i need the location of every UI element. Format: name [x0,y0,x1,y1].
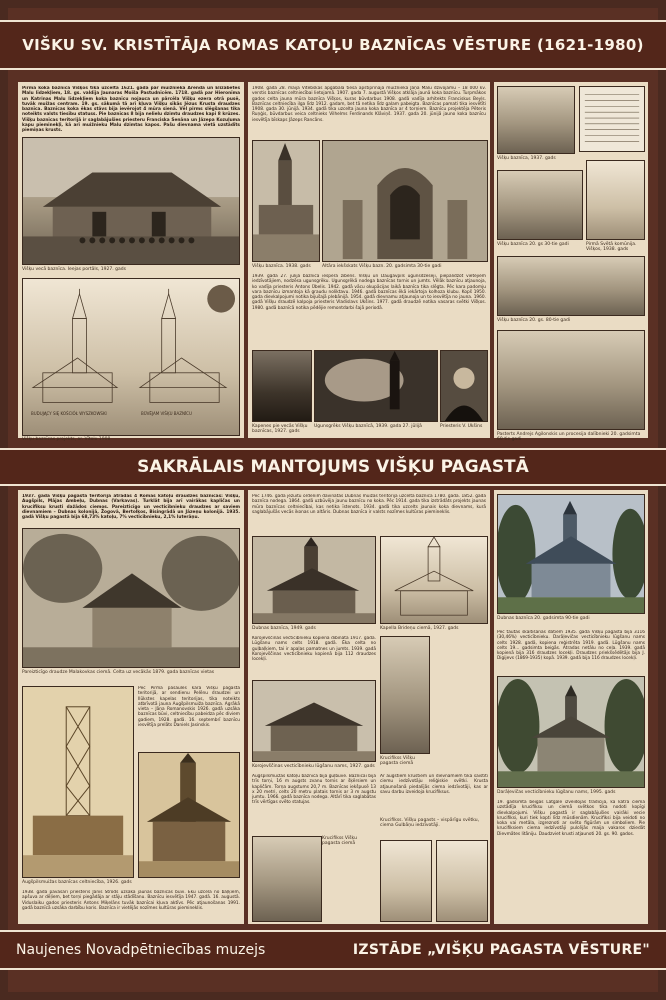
crucifix-photo-3 [380,840,432,922]
procession-photo-2 [497,330,645,430]
caption-augspils-construction: Augšpilsmuižas baznīcas celtniecība, 1926. gads [22,880,132,885]
caption-korojevscina: Korojevščinas vecticībnieku lūgšanu nams, 1927. gads [252,764,375,769]
caption-dubna-90s: Dubnas baznīca 20. gadsimta 90-tie gadi [497,616,590,621]
history-text-intro: Pirmā koka baznīca Višķos tika uzcelta 1621. gadā par muižnieka Arenda un Elizabetes Malu līdzekļiem, 18. gs. valdīja Jaunaras Moiša Pastudnīcēm. 1718. gadā par Hieronīma un Katrinas Malu līdzekļiem koka baznīcu nojauca un pārcēla Višķu ezera otrā pusē, tuvāk muižas centram. 19. gs. sākumā tā arī kļuva Višķu sīkās Jēzus Krusta draudzes baznīca. Baznīcas koka ēkas stāvs bija ievērojot 4 mūra sienā. Vēl pirms slēgšanas tika noteikts valsts tiesību statuss. Pie baznīcas 8 bija nelielu dzimtu draudzes kapi 8 krūzes. Višķu baznīcas teritorijā ir saglabājušies priesteru Franciska Senāna un Jāzepa Kozuļuma kapu pieminekļi, kā arī muižnieku Malu dzimtas kapos. Pašu dievnama vietā uzstādīts piemiņas krusts. [22,86,240,132]
sacral-text-crucifix: 19. gadsimta beigās Latgalē izveidojās tradīcija, ka katrā ciemā uzstādīja krucifiksu un ciemā svētkos tika nodoti kopīgi dievkalpojumi. Višķu pagastā ir saglabājušies vairāki vecie krucifiksi, kuri tiek kopti līdz mūsdienām. Krucifiksi bija veidoti no koka vai metāla, izgreznoti ar svēto figūrām un simboliem. Pie krucifiksiem ciema iedzīvotāji pulcējās maija vakaros dziedāt Dievmātes litāniju. Daudzviet krusti atjaunoti 20. gs. 90. gados. [497,800,645,837]
caption-church-30s: Višķu baznīca 20. gs 30-tie gadi [497,242,569,247]
darlevica-prayer-house-photo [497,676,645,788]
caption-altar: Altāra iekšskats Višķu bazn. 20. gadsimta 30-tie gadi [322,264,442,269]
sacral-text-darlevica: Pēc tautas skaitīšanas datiem 1935. gadā Višķu pagastā bija 3116 (30,46%) vecticībnieku. Darāļevičas vecticībnieku lūgšanu nams celts 1928. gadā, kopiena reģistrēta 1919. gadā. Lūgšanu nams celts 19... gadsimta beigās. Atradas netālu no ceļa. 1939. gadā kopienā bija 316 draudzes locekļi. Draudzes priekšsēdētājs bija J. Digijevs (1869-1935) kopā. 1939. gadā bija 116 draudzes locekļi. [497,630,645,662]
korojevscina-prayer-house-photo [252,680,376,762]
crucifix-photo-1 [380,636,430,754]
old-church-photo [22,137,240,265]
sacral-text-cross-traditions: Ar augstiem krustiem un dievnamiem tika saistīti ciemu iedzīvotāju reliģiskie svētki. Krusta atjaunošanā piedalījās ciema iedzīvotāji, kas ar savu darbu izveidoja krucifiksus. [380,774,488,795]
caption-first-communion: Pirmā Svētā komūnija. Višķos, 1938. gads [586,242,637,252]
section-title-sacral: SAKRĀLAIS MANTOJUMS VIŠĶU PAGASTĀ [0,448,666,486]
augspils-church-photo [138,752,240,878]
church-fire-photo [314,350,438,422]
sacral-text-korojevscina: Korojevščinas vecticībnieku kopienā dibināta 1917. gadā. Lūgšanu nams celts 1918. gadā. Ēka celta no guļbaļķiem, tai ir apaļas pamatnes un jumts. 1939. gadā Korojevščinas vecticībnieku kopienā bija 112 draudzes locekļi. [252,636,376,663]
church-1938-photo [252,140,320,262]
history-text-fire: 1939. gadā 27. jūlijā baznīcā iespēra zibens. Višķu un Daugavpils ugunsdzēsēji, piepalīdzot vietējiem iedzīvotājiem, nodzēsa ugunsgrēku. Ugunsgrēkā nodega baznīcas tornis un jumts. Vēlāk baznīcu atjaunoja, ko vadīja priesteris Antons Ūbelis. 1942. gadā vācu okupācijas laikā baznīca tika slēgta. Pēc kara padomju vara baznīcu izmantoja kā graudu noliktavu. 1946. gadā baznīcas ēkā iekārtoja kolhoza klubu. Kopš 1950. gada dievkalpojumi notika bijušajā plebānijā. 1954. gadā dievnamu atjaunoja un to iesvētīja no jauna. 1960. gadā Višķu draudzē kalpoja priesteris Vladislavs Ukšins. 1977. gadā draudzē notika vasaras svētki Višķos. 1980. gadā baznīcā notika pēdējie remontdarbi šajā periodā. [252,274,486,311]
caption-priest: Priesteris V. Ukšins [440,424,483,429]
augspils-construction-photo [22,686,134,878]
procession-photo-1 [497,256,645,316]
newspaper-clipping [579,86,645,152]
caption-darlevica: Darāļevičas vecticībnieku lūgšanu nams, 1995. gads [497,790,616,795]
altar-photo [322,140,488,262]
caption-crucifix-1: Krucifikss Višķu pagasta ciemā [380,756,415,766]
church-30s-photo [497,170,583,240]
church-drawing [22,278,240,436]
crucifix-photo-2 [252,836,322,922]
dubna-church-1949-photo [252,536,376,624]
sacral-text-1938: 1938. gadā pavasarī priesteris Jānis Strods uzsāka jaunas baznīcas būvi. Ēku uzcēla no baļķiem, apšuva ar dēļiem, bet torņi piegādāja ar stāju stādīšanu. Baznīcu iesvētīja 1947. gadā. 16. augustā. Viduslaiku gados priesteris Antons Miķelāns tuvāk baznīcai kļuva aktīvs. Pēc atjaunošanas 1991. gadā baznīcā uzsāka darbību koris. Baznīca ir vietējās nozīmes kultūras piemineklis. [22,890,240,911]
dubna-church-90s-photo [497,494,645,614]
first-communion-photo [586,160,645,240]
caption-crucifix-2: Krucifikss Višķu pagasta ciemā [322,836,357,846]
sacral-text-dubna: Pēc 1746. gada jezuītu ordenim dāvinātās Dubnas muižas teritorijā uzcelta baznīca 1780. gadā. 1852. gadā baznīca nodega. 1864. gadā uzbūvēja jaunu baznīcu no koka. Pēc 1914. gada tika izstrādāts projekts jaunas mūra baznīcas celtniecībai, kas netika īstenots. 1934. gadā tika uzcelts jaunais koka dievnams, kurā saglabājušās vecās ikonas un altāris. Dubnas baznīca ir valsts nozīmes kultūras piemineklis. [252,494,486,515]
drawing-inscription-left: BUDUJĄCY SIĘ KOŚCIÓŁ WYSZKOWSKI [31,411,107,416]
priest-portrait [440,350,488,422]
caption-procession: Pasterts Andrejs Agilonskis un procesija dalībnieki 20. gadsimta 60-tie gadi [497,432,641,442]
sacral-text-intro: 1937. gadā Višķu pagasta teritorijā atradās 4 Romas katoļu draudzes baznīcas: Višķu, Augšpils, Mājas Ambeļu, Dubnas (Varkavas). Turklāt bija arī vairākas kapličas un krucifiksu krusti dažādos ciemos. Pareizticīgo un vecticībnieku draudzes ar saviem dievnamiem – Dubnas kolonijā, Žogovā, Bertolķos, Bisingrādā un Jāzeņu kolonijā. 1935. gadā Višķu pagastā bija 68,73% katoļu, 7% vecticībnieku, 2,1% luterāņu. [22,494,240,521]
page-title: VIŠKU SV. KRISTĪTĀJA ROMAS KATOĻU BAZNĪCAS VĒSTURE (1621-1980) [0,20,666,70]
sacral-text-augspils: Pēc Pirmā pasaules kara Višķu pagasta teritorijā, ar sendienu Pelēnu draudzei un Ilūkstes kapelas teritorijas, tika noteikts atbrīvotā jauna Augšpilsmuiža baznīca. Agrākā vieta – Jāņa Romanovskis 1926. gadā uzsāka baznīcas būvi, celtniecību pabeidza pēc diviem gadiem, 1928. gadā. 16. septembrī baznīcu iesvētīja prelāts Daniels Jasinskis. [138,686,240,729]
cemetery-photo [252,350,312,422]
caption-cemetery: Kapenes pie vecās Višķu baznīcas, 1927. gads [252,424,308,434]
sacral-text-wood-church: Augšpilsmuižas katoļu baznīca bija guļbūve. Baznīcai bija trīs torņi, 16 m augsts zvanu tornis ar šķērsiem un kapličām. Torņa augstums 20,7 m. Baznīcas iekšpusē 13 x 20 metri, celts 20 metru platais tornis ar 3 m augstu jumtu. 1966. gadā baznīca nodega. Altārī tika saglabātas trīs vērtīgas svēto statujas. [252,774,376,806]
church-1937-photo [497,86,575,154]
caption-church-drawing: Višķu baznīcas projekts, ar. Vītolu 1908 [22,437,111,442]
caption-briden-chapel: Kapella Brideņu ciemā, 1927. gads [380,626,459,631]
caption-malakovka: Pareizticīgo draudze Malakovkas ciemā. Celta uz vecākās 1879. gada baznīcas vietas [22,670,215,675]
caption-church-80s: Višķu baznīca 20. gs. 80-tie gadi [497,318,571,323]
caption-crucifix-3: Krucifikss. Višķu pagasts – vispārīgu svētku, ciema Gulbāņu iedzīvotāji. [380,818,480,828]
malakovka-church-photo [22,528,240,668]
caption-church-1938: Višķu baznīca. 1938. gads [252,264,311,269]
briden-chapel-drawing [380,536,488,624]
caption-dubna-1949: Dubnas baznīca, 1949. gads [252,626,316,631]
caption-church-1937: Višķu baznīca, 1937. gads [497,156,556,161]
drawing-inscription-right: BŪVĒJAM VIŠĶU BAZNĪCU [141,411,192,416]
crucifix-photo-4 [436,840,488,922]
history-text-1908: 1908. gadā 28. maijā Vitebskas apgabala tiesa apstiprināja muižnieka Jāņa Malu dzīvojamu – 18 000 kv. verstis baznīcas celtniecībai lietojamā. 1907. gada 7. augustā Višķos atklāja jaunā koka baznīcu. Turpmākos gados celta jauna mūra baznīca Višķos, kuras būvdarbus 1908. gadā vadīja arhitekts Franciskus Beyļs. Baznīcas celtniecība ilga līdz 1912. gadam, bet tā netika līdz galam pabeigta. Baznīcas pamati tika iesvētīti 1908. gada 30. jūnijā. 1934. gadā tika uzcelta jauna koka baznīca ar 4 torņiem. Baznīcu projektēja Pēteris Ruņģis, būvdarbus veica celtnieks Vilhelms Ferdinands Klāviņš. 1937. gada 20. jūnijā jauno koka baznīcu iesvētīja bīskaps Jāzeps Rancāns. [252,86,486,123]
caption-old-church: Višķu vecā baznīca. Ieejas portāls, 1927. gads [22,267,126,272]
exhibition-title: IZSTĀDE „VIŠĶU PAGASTA VĒSTURE" [352,942,650,958]
museum-name: Naujenes Novadpētniecības muzejs [16,942,266,958]
footer [0,930,666,970]
caption-church-fire: Ugunsgrēks Višķu baznīcā, 1939. gada 27. jūlijā [314,424,422,429]
